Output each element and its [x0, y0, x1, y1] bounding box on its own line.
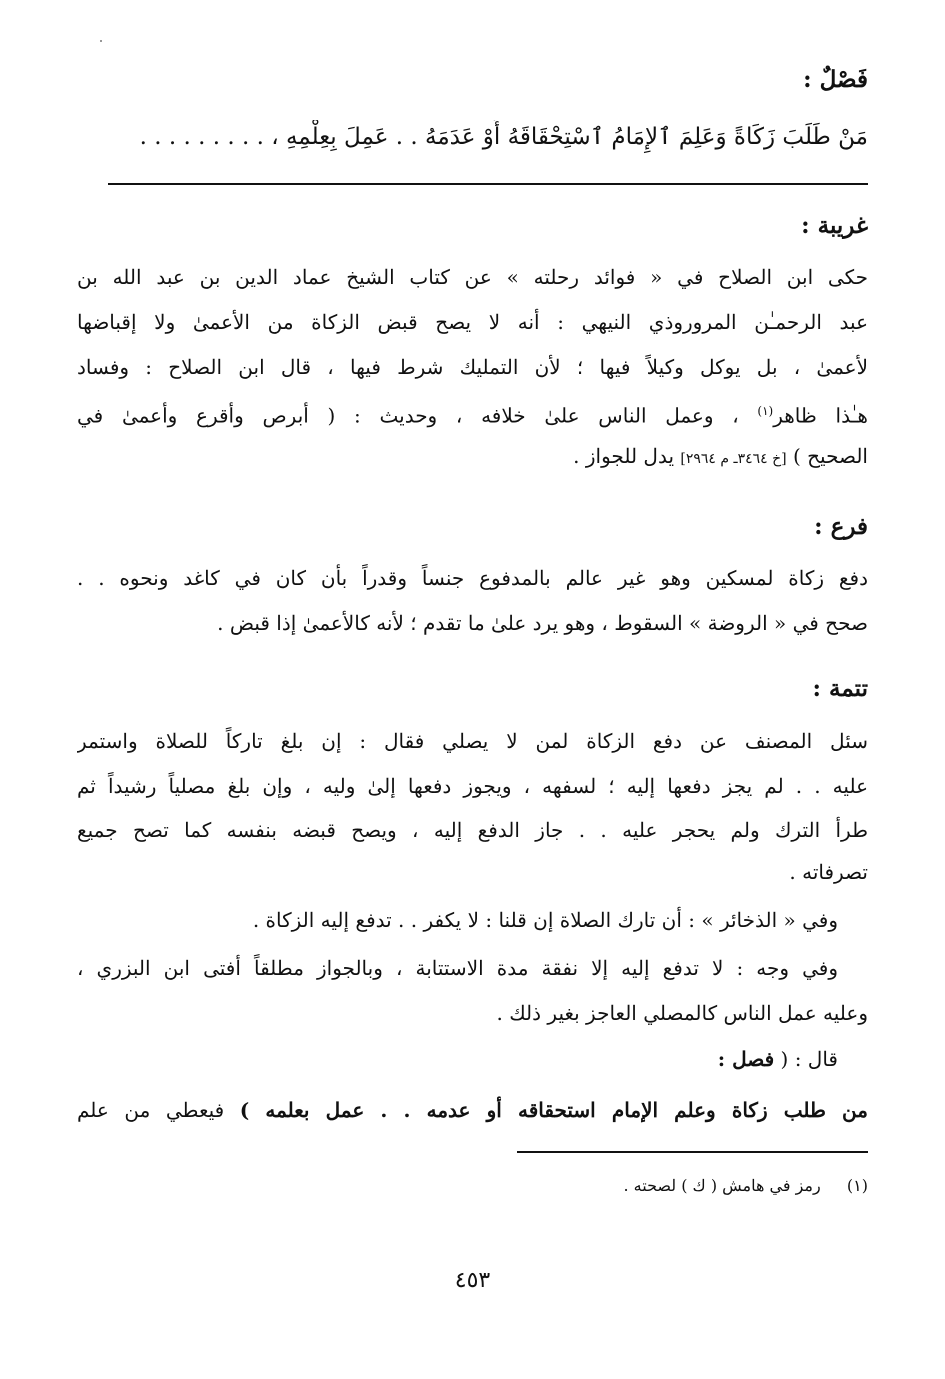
matn-line — [108, 120, 868, 154]
far-line-2: صحح في « الروضة » السقوط ، وهو يرد علىٰ ما تقدم ؛ لأنه كالأعمىٰ إذا قبض . — [217, 611, 868, 635]
tatimma-heading: تتمة : — [812, 675, 868, 702]
qala-fasl: فصل : — [717, 1047, 775, 1071]
matn-quote-line — [77, 1095, 868, 1125]
gharib-line-4 — [77, 396, 868, 431]
fasl-heading: فَصْلٌ : — [803, 66, 868, 93]
footnote — [623, 1176, 868, 1195]
tatimma-line-7: وعليه عمل الناس كالمصلي العاجز بغير ذلك . — [496, 1001, 868, 1025]
matn-separator-rule — [108, 183, 868, 185]
footnote-text: رمز في هامش ( ك ) لصحته . — [623, 1176, 821, 1195]
footnote-marker: (١) — [757, 404, 774, 418]
tatimma-line-4: تصرفاته . — [789, 860, 868, 884]
far-heading: فرع : — [814, 513, 868, 540]
gharib-line-3: لأعمىٰ ، بل يوكل وكيلاً فيها ؛ لأن التمليك شرط فيها ، قال ابن الصلاح : وفساد — [77, 355, 868, 379]
tatimma-line-3: طرأ الترك ولم يحجر عليه . . جاز الدفع إليه ، ويصح قبضه بنفسه كما تصح جميع — [77, 818, 868, 842]
qala-line — [77, 1044, 838, 1074]
gharib-line-2: عبد الرحمـٰن المروروذي النيهي : أنه لا يصح قبض الزكاة من الأعمىٰ ولا إقباضها — [77, 310, 868, 334]
matn-dots: . . . . . . . . . — [139, 124, 264, 150]
qala-prefix: قال : ( — [774, 1047, 838, 1071]
gharib-line-4-start: هـٰذا ظاهر — [773, 403, 868, 428]
tatimma-line-2: عليه . . لم يجز دفعها إليه ؛ لسفهه ، ويجوز دفعها إلىٰ وليه ، وإن بلغ مصلياً رشيداً ثم — [77, 774, 868, 798]
gharib-line-5-start: الصحيح ) — [786, 444, 868, 468]
matn-quote-rest: فيعطي من علم — [77, 1098, 240, 1122]
matn-text: مَنْ طَلَبَ زَكَاةً وَعَلِمَ ٱلإِمَامُ ٱسْتِحْقَاقَهُ أَوْ عَدَمَهُ . . عَمِلَ بِعِلْمِهِ ، — [271, 124, 868, 150]
gharib-heading: غريبة : — [801, 212, 868, 239]
tatimma-line-6: وفي وجه : لا تدفع إليه إلا نفقة مدة الاستتابة ، وبالجواز مطلقاً أفتى ابن البزري ، — [77, 956, 838, 980]
hadith-reference: [خ ٣٤٦٤ـ م ٢٩٦٤] — [680, 451, 787, 467]
gharib-line-5-end: يدل للجواز . — [573, 444, 681, 468]
gharib-line-5 — [77, 441, 868, 474]
gharib-line-1: حكى ابن الصلاح في « فوائد رحلته » عن كتاب الشيخ عماد الدين بن عبد الله بن — [77, 265, 868, 289]
far-line-1: دفع زكاة لمسكين وهو غير عالم بالمدفوع جنساً وقدراً بأن كان في كاغد ونحوه . . — [77, 566, 868, 590]
footnote-separator-rule — [517, 1151, 868, 1153]
scan-speck — [100, 40, 102, 42]
page-number: ٤٥٣ — [454, 1268, 491, 1293]
tatimma-line-5: وفي « الذخائر » : أن تارك الصلاة إن قلنا : لا يكفر . . تدفع إليه الزكاة . — [252, 908, 838, 932]
gharib-line-4-end: ، وعمل الناس علىٰ خلافه ، وحديث : ( أبرص وأقرع وأعمىٰ في — [77, 403, 758, 428]
tatimma-line-1: سئل المصنف عن دفع الزكاة لمن لا يصلي فقال : إن بلغ تاركاً للصلاة واستمر — [77, 729, 868, 753]
matn-quote-bold: من طلب زكاة وعلم الإمام استحقاقه أو عدمه . . عمل بعلمه ) — [239, 1098, 868, 1122]
footnote-number: (١) — [846, 1176, 868, 1195]
